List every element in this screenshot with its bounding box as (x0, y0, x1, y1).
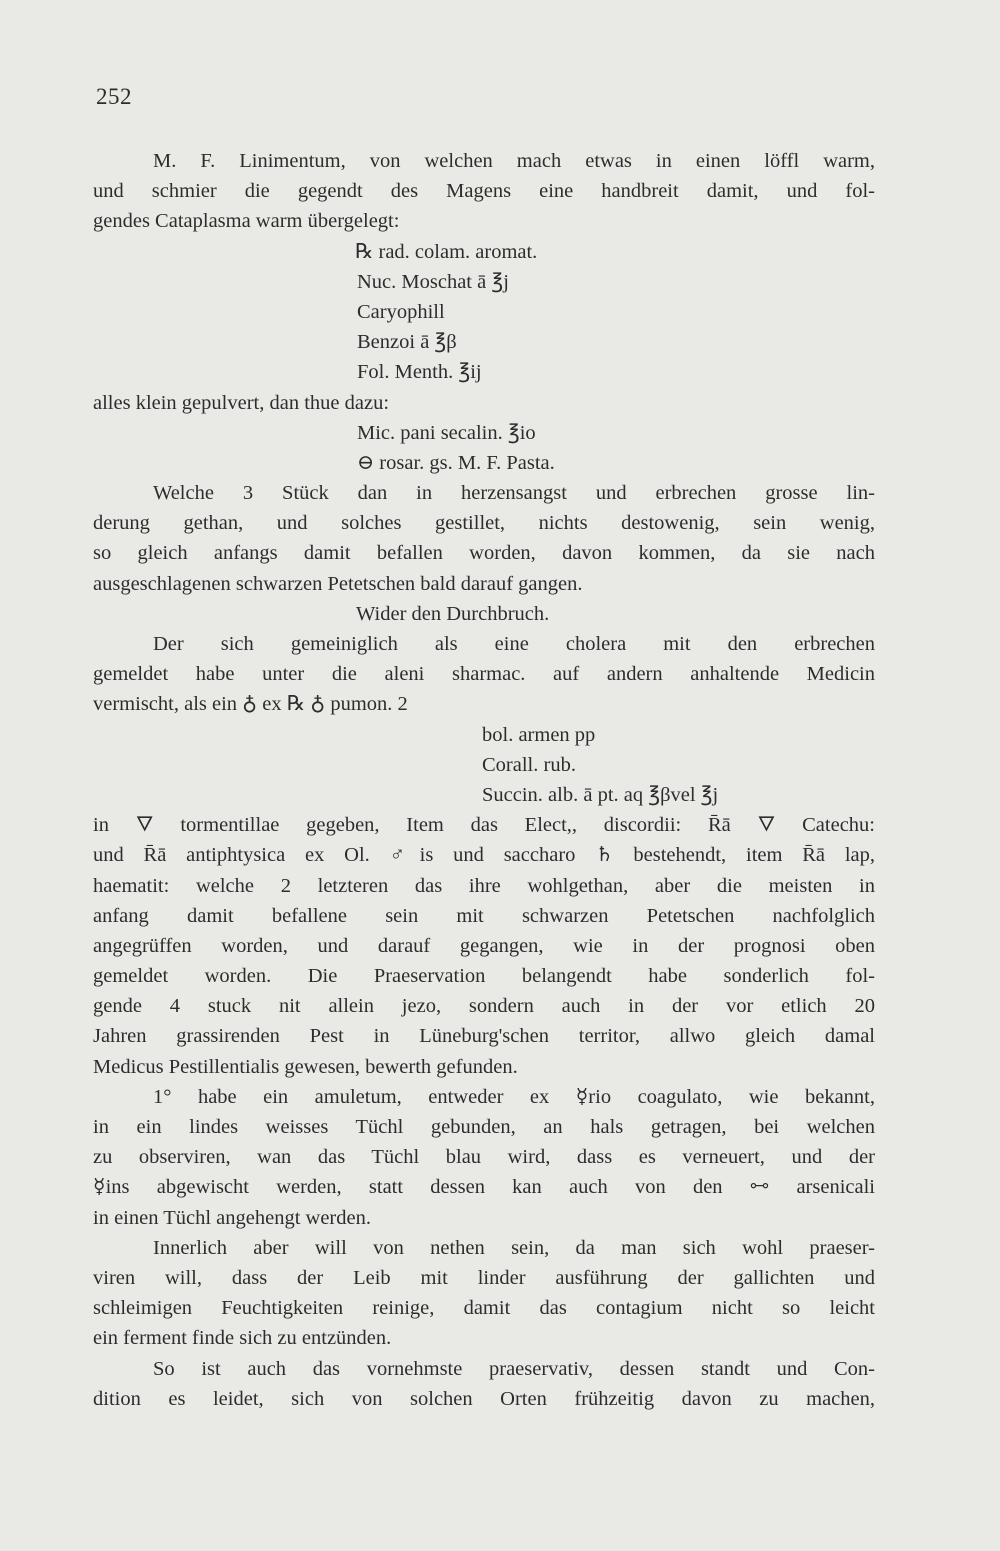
text-line: Mic. pani secalin. ℥io (357, 421, 536, 444)
text-line: anfang damit befallene sein mit schwarzen Petetschen nachfolglich (93, 904, 875, 927)
text-line: und R̄ā antiphtysica ex Ol. ♂is und saccharo ♄ bestehendt, item R̄ā lap, (93, 844, 875, 867)
text-line: M. F. Linimentum, von welchen mach etwas in einen löffl warm, (153, 150, 875, 172)
text-line: Caryophill (357, 300, 445, 323)
text-line: ausgeschlagenen schwarzen Petetschen bald darauf gangen. (93, 572, 583, 595)
text-line: dition es leidet, sich von solchen Orten frühzeitig davon zu machen, (93, 1387, 875, 1410)
text-line: Benzoi ā ℥β (357, 331, 457, 354)
text-line: vermischt, als ein ♁ ex ℞ ♁ pumon. 2 (93, 693, 408, 716)
text-line: so gleich anfangs damit befallen worden, davon kommen, da sie nach (93, 542, 875, 565)
text-line: gemeldet habe unter die aleni sharmac. auf andern anhaltende Medicin (93, 663, 875, 686)
text-line: haematit: welche 2 letzteren das ihre wohlgethan, aber die meisten in (93, 874, 875, 897)
text-line: in 🜄 tormentillae gegeben, Item das Elect,, discordii: R̄ā 🜄 Catechu: (93, 814, 875, 837)
text-line: Jahren grassirenden Pest in Lüneburg'schen territor, allwo gleich damal (93, 1025, 875, 1048)
text-line: Nuc. Moschat ā ℥j (357, 270, 509, 293)
text-line: Corall. rub. (482, 753, 576, 776)
text-line: ⊖ rosar. gs. M. F. Pasta. (357, 451, 555, 474)
text-line: ℞ rad. colam. aromat. (355, 240, 538, 263)
text-line: zu observiren, wan das Tüchl blau wird, dass es verneuert, und der (93, 1146, 875, 1169)
text-line: bol. armen pp (482, 723, 596, 746)
text-line: Innerlich aber will von nethen sein, da man sich wohl praeser- (153, 1236, 875, 1259)
text-line: 1° habe ein amuletum, entweder ex ☿rio coagulato, wie bekannt, (153, 1085, 875, 1108)
text-line: und schmier die gegendt des Magens eine handbreit damit, und fol- (93, 180, 875, 203)
text-line: gemeldet worden. Die Praeservation belangendt habe sonderlich fol- (93, 965, 875, 988)
text-line: Der sich gemeiniglich als eine cholera mit den erbrechen (153, 633, 875, 655)
text-line: Welche 3 Stück dan in herzensangst und erbrechen grosse lin- (153, 482, 875, 505)
text-line: in ein lindes weisses Tüchl gebunden, an hals getragen, bei welchen (93, 1116, 875, 1138)
text-line: in einen Tüchl angehengt werden. (93, 1206, 371, 1229)
page-number: 252 (96, 84, 132, 109)
text-line: schleimigen Feuchtigkeiten reinige, damit das contagium nicht so leicht (93, 1297, 875, 1320)
text-line: ein ferment finde sich zu entzünden. (93, 1327, 392, 1350)
text-line: Medicus Pestillentialis gewesen, bewerth gefunden. (93, 1055, 518, 1078)
text-line: gendes Cataplasma warm übergelegt: (93, 210, 400, 233)
text-line: viren will, dass der Leib mit linder ausführung der gallichten und (93, 1266, 875, 1289)
text-line: Succin. alb. ā pt. aq ℥βvel ℥j (482, 783, 719, 806)
text-line: ☿ins abgewischt werden, statt dessen kan auch von den 🜺 arsenicali (93, 1176, 875, 1199)
text-line: So ist auch das vornehmste praeservativ, dessen standt und Con- (153, 1357, 875, 1380)
text-line: alles klein gepulvert, dan thue dazu: (93, 391, 390, 414)
text-line: derung gethan, und solches gestillet, nichts destowenig, sein wenig, (93, 512, 875, 535)
text-line: angegrüffen worden, und darauf gegangen, wie in der prognosi oben (93, 934, 875, 957)
text-line: Wider den Durchbruch. (356, 602, 550, 625)
text-line: gende 4 stuck nit allein jezo, sondern auch in der vor etlich 20 (93, 995, 875, 1018)
body-text (93, 146, 875, 1414)
text-line: Fol. Menth. ℥ij (357, 361, 482, 384)
